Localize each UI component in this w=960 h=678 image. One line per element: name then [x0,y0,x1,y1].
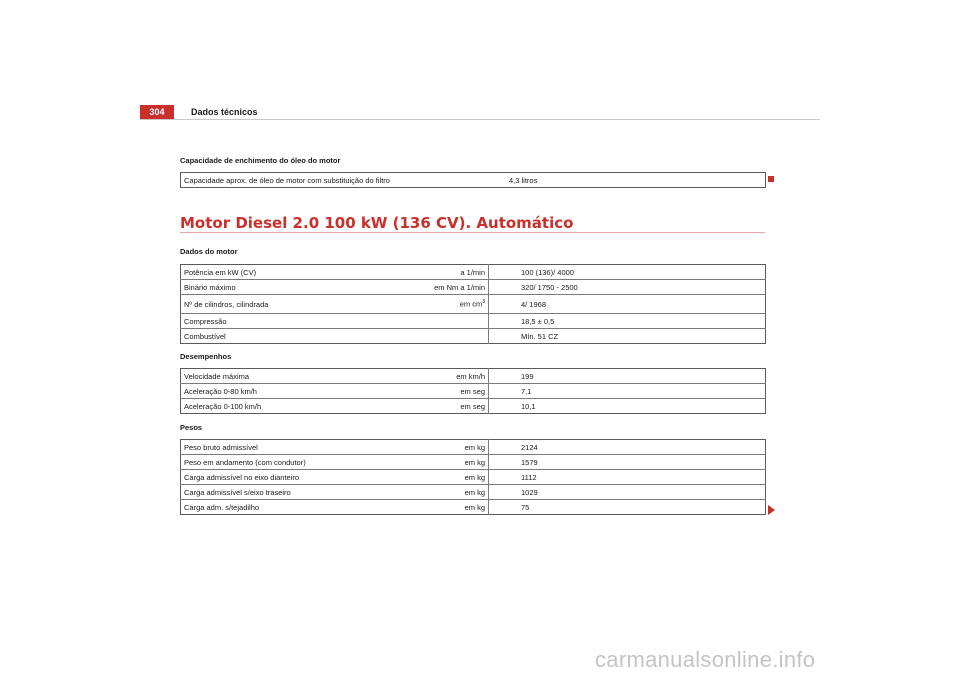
table-row [181,295,766,314]
oil-capacity-label: Capacidade aprox. de óleo de motor com substituição do filtro [184,175,390,185]
table-row [181,485,766,500]
row-label: Carga admissível no eixo dianteiro [181,470,403,485]
row-value: 320/ 1750 - 2500 [489,280,766,295]
row-label: Velocidade máxima [181,369,403,384]
row-label: Compressão [181,314,403,329]
row-value: 18,5 ± 0,5 [489,314,766,329]
row-unit: em km/h [402,369,489,384]
row-unit: em seg [402,399,489,414]
row-label: Carga admissível s/eixo traseiro [181,485,403,500]
row-unit: em kg [402,470,489,485]
row-label: Peso em andamento (com condutor) [181,455,403,470]
row-value: 7,1 [489,384,766,399]
watermark-text: carmanualsonline.info [595,647,816,672]
table-row [181,280,766,295]
table-row [181,384,766,399]
row-value: Mín. 51 CZ [521,331,559,341]
row-label: Binário máximo [181,280,403,295]
row-value: 1112 [489,470,766,485]
row-unit [402,295,489,314]
row-value: 10,1 [521,401,536,411]
row-label: Aceleração 0-80 km/h [181,384,403,399]
row-value: 2124 [489,440,766,455]
table-row [181,470,766,485]
oil-capacity-table [180,172,766,188]
row-unit: em kg [402,500,489,515]
table-row [181,369,766,384]
performance-table [180,368,766,414]
weights-table [180,439,766,515]
table-row [181,440,766,455]
section-title-rule [180,232,765,233]
row-value: 100 (136)/ 4000 [489,265,766,280]
row-value: 1579 [489,455,766,470]
table-row [181,500,766,515]
row-unit: a 1/min [402,265,489,280]
row-value: 199 [489,369,766,384]
row-value: 75 [521,502,530,512]
oil-capacity-heading: Capacidade de enchimento do óleo do motor [180,156,341,165]
row-unit: em kg [402,485,489,500]
table-row [181,399,766,414]
row-label: Combustível [184,331,226,341]
row-unit [402,314,489,329]
row-unit: em kg [402,440,489,455]
row-label: Aceleração 0-100 km/h [184,401,262,411]
unit-superscript: 3 [482,299,485,306]
table-row [181,314,766,329]
table-row [181,265,766,280]
row-unit: em kg [402,455,489,470]
row-label: Peso bruto admissível [181,440,403,455]
row-value: 1029 [489,485,766,500]
table-row [181,455,766,470]
row-unit: em Nm a 1/min [402,280,489,295]
page-number-badge: 304 [140,105,174,119]
engine-data-heading: Dados do motor [180,247,238,256]
table-row [181,173,766,188]
red-square-icon [768,176,774,182]
performance-heading: Desempenhos [180,352,232,361]
row-label: Carga adm. s/tejadilho [184,502,260,512]
row-unit: em seg [402,384,489,399]
row-unit [402,329,489,344]
header-divider [140,119,820,120]
table-row [181,329,766,344]
weights-heading: Pesos [180,423,203,432]
red-triangle-right-icon [768,505,775,515]
unit-text: em cm [459,299,483,309]
running-header-title: Dados técnicos [191,107,258,117]
row-label: Nº de cilindros, cilindrada [181,295,403,314]
row-value: 4/ 1968 [489,295,766,314]
row-label: Potência em kW (CV) [181,265,403,280]
oil-capacity-value: 4,3 litros [509,175,538,185]
section-title: Motor Diesel 2.0 100 kW (136 CV). Automático [180,214,574,232]
engine-data-table [180,264,766,344]
